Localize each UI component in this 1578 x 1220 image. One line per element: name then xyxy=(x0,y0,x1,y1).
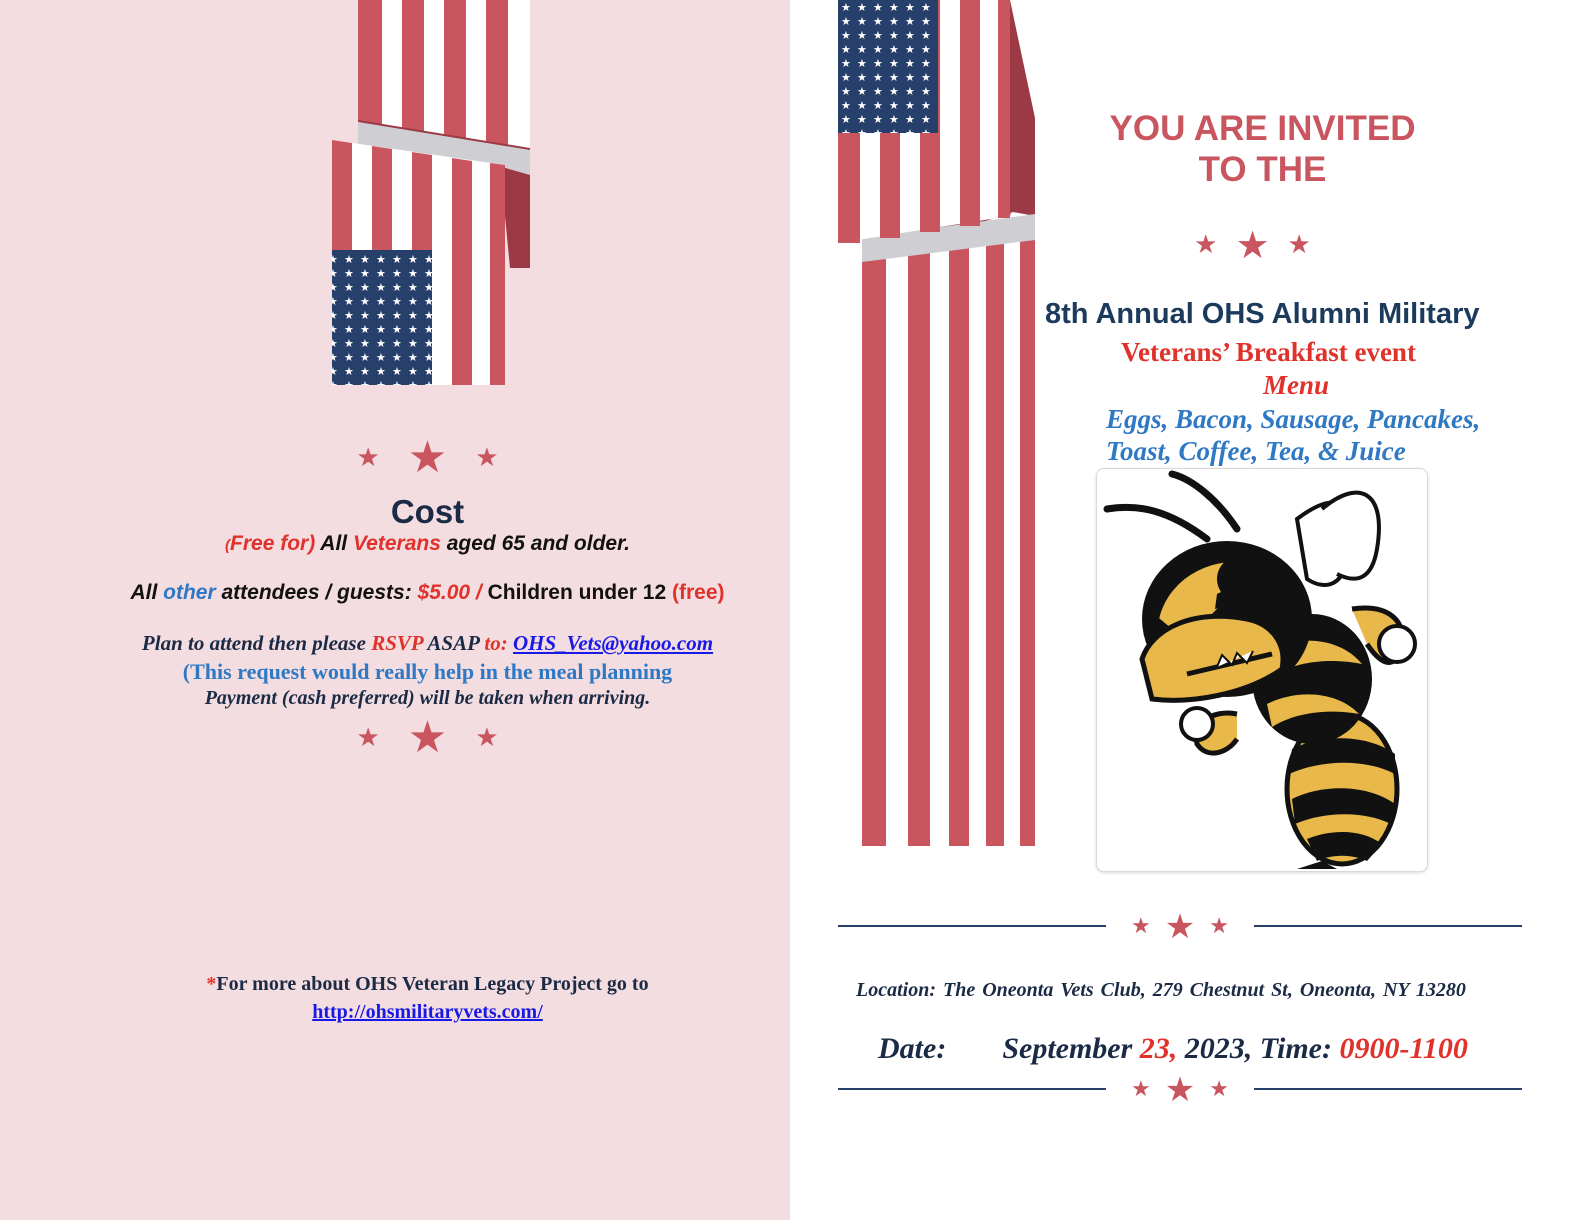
star-divider-details-top: ★ ★ ★ xyxy=(1131,907,1229,947)
invited-line-1: YOU ARE INVITED xyxy=(1109,109,1416,148)
menu-label: Menu xyxy=(1263,370,1330,400)
menu-line-2: Toast, Coffee, Tea, & Juice xyxy=(1106,436,1406,466)
divider-line-left-2 xyxy=(838,1088,1106,1090)
invited-line-2: TO THE xyxy=(1198,150,1327,189)
request-note: (This request would really help in the meal planning xyxy=(182,659,673,684)
event-subtitle: Veterans’ Breakfast event xyxy=(1121,337,1416,367)
cost-guests-line: All other attendees / guests: $5.00 / Children under 12 (free) xyxy=(130,581,725,604)
payment-note: Payment (cash preferred) will be taken when arriving. xyxy=(204,687,651,709)
cost-heading: Cost xyxy=(390,493,465,530)
american-flag-icon xyxy=(325,0,540,390)
legacy-url-row xyxy=(0,1001,855,1024)
divider-line-right-1 xyxy=(1254,925,1522,927)
star-divider-bottom: ★ ★ ★ xyxy=(356,712,499,763)
legacy-link[interactable]: http://ohsmilitaryvets.com/ xyxy=(312,1001,543,1023)
american-flag-icon xyxy=(838,0,1038,850)
mascot-image xyxy=(1096,468,1428,872)
divider-line-left-1 xyxy=(838,925,1106,927)
divider-line-right-2 xyxy=(1254,1088,1522,1090)
event-title: 8th Annual OHS Alumni Military xyxy=(1045,298,1480,330)
rsvp-line: Plan to attend then please RSVP ASAP to: OHS_Vets@yahoo.com xyxy=(141,631,714,655)
invited-heading xyxy=(1040,108,1485,190)
location-text: Location: The Oneonta Vets Club, 279 Chestnut St, Oneonta, NY 13280 xyxy=(856,979,1466,1001)
menu-items xyxy=(1106,403,1480,467)
email-link[interactable]: OHS_Vets@yahoo.com xyxy=(512,631,714,655)
yellow-jacket-mascot-icon xyxy=(1097,469,1427,871)
star-divider-invite: ★ ★ ★ xyxy=(1194,223,1311,267)
star-divider-top: ★ ★ ★ xyxy=(356,432,499,483)
date-label: Date: xyxy=(878,1032,947,1065)
cost-veterans-line: (Free for) All Veterans aged 65 and older. xyxy=(225,532,630,555)
star-divider-details-bottom: ★ ★ ★ xyxy=(1131,1070,1229,1110)
menu-line-1: Eggs, Bacon, Sausage, Pancakes, xyxy=(1106,404,1481,434)
time-value: 0900-1100 xyxy=(1339,1032,1468,1065)
legacy-text: *For more about OHS Veteran Legacy Project go to xyxy=(206,973,649,995)
right-panel xyxy=(790,0,1578,1220)
date-time-line: Date: September 23, 2023, Time: 0900-1100 xyxy=(878,1032,1468,1065)
